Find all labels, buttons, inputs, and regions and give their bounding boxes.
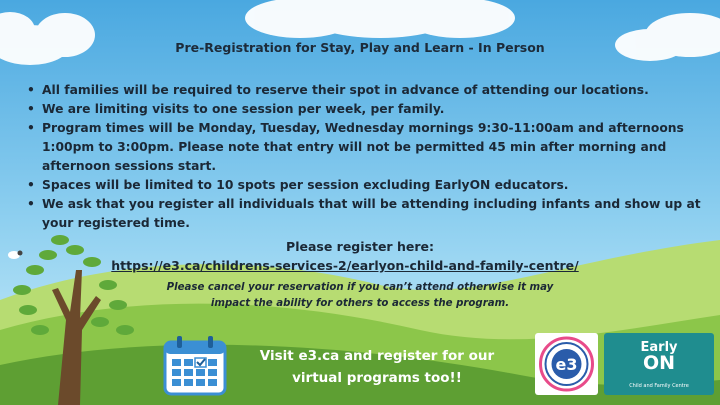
page-title: Pre-Registration for Stay, Play and Learn - In Person [175,40,545,55]
visit-line-1: Visit e3.ca and register for our [259,348,495,364]
info-list [30,81,712,233]
cancel-note: Please cancel your reservation if you can’t attend otherwise it may impact the ability for others to access the program. [166,282,554,309]
list-item: • We are limiting visits to one session per week, per family. [30,100,712,119]
list-item: • Spaces will be limited to 10 spots per session excluding EarlyON educators. [30,176,712,195]
calendar-icon [163,334,227,396]
list-item: • We ask that you register all individuals that will be attending including infants and show up at your registered time. [30,195,712,233]
e3-logo-graphic [535,333,598,395]
earlyon-logo [604,333,714,395]
e3-logo [535,333,598,395]
cloud-top [245,0,515,38]
list-item: • All families will be required to reserve their spot in advance of attending our locations. [30,81,712,100]
register-link[interactable]: https://e3.ca/childrens-services-2/earlyon-child-and-family-centre/ [111,258,579,273]
earlyon-word-early: Early [640,340,678,355]
svg-text:e3: e3 [555,355,578,374]
list-item: • Program times will be Monday, Tuesday, Wednesday mornings 9:30-11:00am and afternoons 1:00pm to 3:00pm. Please note that entry will not be permitted 45 min after morning and afternoon sessions start. [30,119,712,176]
virtual-programs-callout [237,345,517,389]
earlyon-word-on: ON [642,352,676,374]
earlyon-tagline: Child and Family Centre [629,383,689,389]
register-heading: Please register here: [286,239,434,254]
visit-line-2: virtual programs too!! [292,370,462,386]
